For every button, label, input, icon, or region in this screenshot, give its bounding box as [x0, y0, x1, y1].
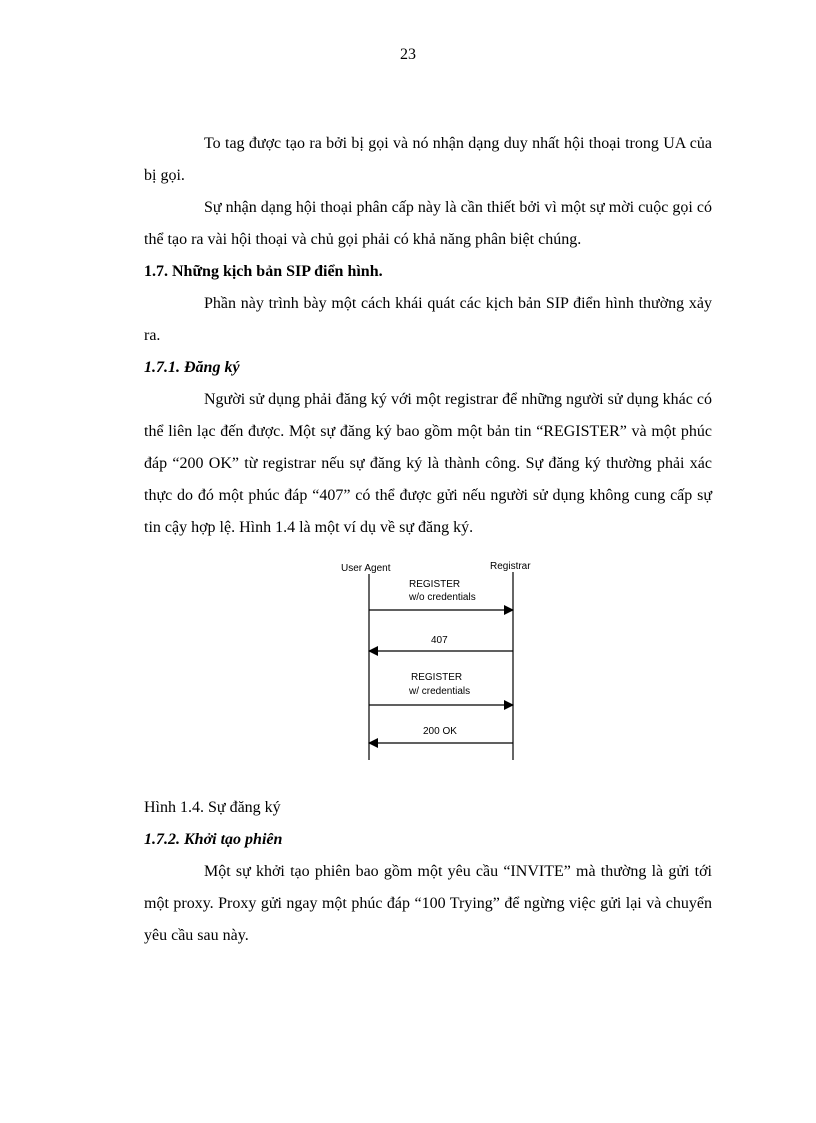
msg1-label-line1: REGISTER: [409, 579, 461, 590]
figure-caption: Hình 1.4. Sự đăng ký: [144, 799, 281, 816]
user-agent-label: User Agent: [341, 563, 391, 574]
msg1-label-line2: w/o credentials: [409, 592, 476, 603]
paragraph-to-tag: To tag được tạo ra bởi bị gọi và nó nhận dạng duy nhất hội thoại trong UA của bị gọi.: [144, 135, 712, 184]
subsection-heading-1-7-1: 1.7.1. Đăng ký: [144, 359, 240, 376]
paragraph-registration: Người sử dụng phải đăng ký với một registrar để những người sử dụng khác có thể liên lạc đến được. Một sự đăng ký bao gồm một bản tin “REGISTER” và một phúc đáp “200 OK” từ registrar nếu sự đăng ký là thành công. Sự đăng ký thường phải xác thực do đó một phúc đáp “407” có thể được gửi nếu người sử dụng không cung cấp sự tin cậy hợp lệ. Hình 1.4 là một ví dụ về sự đăng ký.: [144, 391, 712, 536]
registration-sequence-diagram: [144, 552, 712, 792]
msg3-label-line2: w/ credentials: [409, 686, 471, 697]
registration-figure: [144, 552, 712, 792]
paragraph-section-intro: Phần này trình bày một cách khái quát các kịch bản SIP điển hình thường xảy ra.: [144, 295, 712, 344]
document-body: [144, 128, 712, 952]
page-number: 23: [400, 46, 416, 63]
msg4-label: 200 OK: [423, 726, 457, 737]
paragraph-dialog-identification: Sự nhận dạng hội thoại phân cấp này là cần thiết bởi vì một sự mời cuộc gọi có thể tạo ra vài hội thoại và chủ gọi phải có khả năng phân biệt chúng.: [144, 199, 712, 248]
registrar-label: Registrar: [490, 561, 531, 572]
msg3-label-line1: REGISTER: [411, 672, 463, 683]
paragraph-session-initiation: Một sự khởi tạo phiên bao gồm một yêu cầu “INVITE” mà thường là gửi tới một proxy. Proxy gửi ngay một phúc đáp “100 Trying” để ngừng việc gửi lại và chuyển yêu cầu sau này.: [144, 863, 712, 944]
subsection-heading-1-7-2: 1.7.2. Khởi tạo phiên: [144, 831, 283, 848]
section-heading-1-7: 1.7. Những kịch bản SIP điển hình.: [144, 263, 383, 280]
msg2-label: 407: [431, 635, 448, 646]
